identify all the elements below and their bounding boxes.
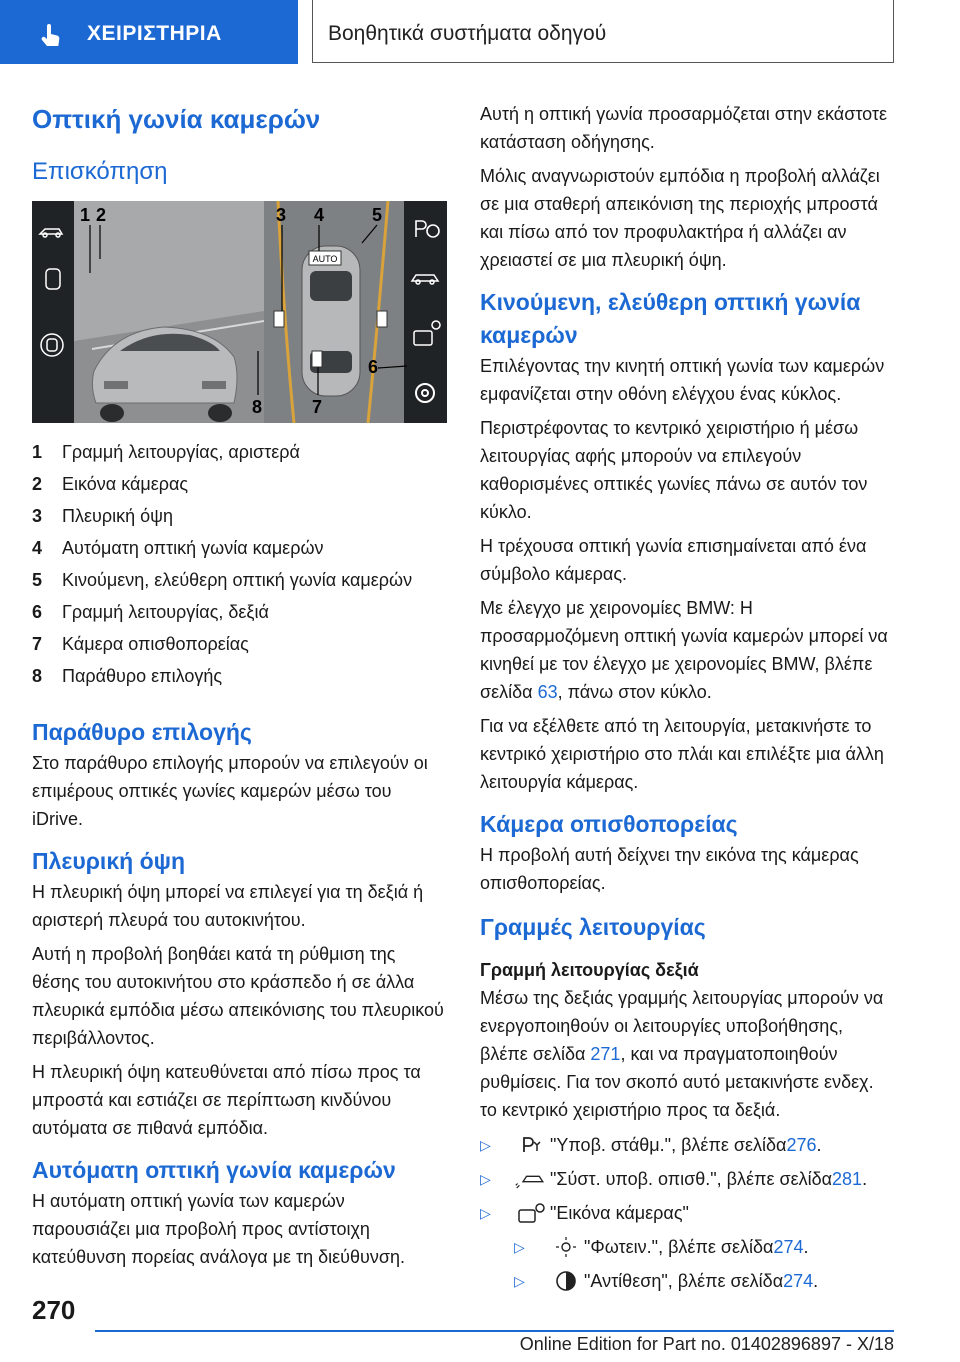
page-link-274[interactable]: 274 — [783, 1271, 814, 1291]
free-view-heading: Κινούμενη, ελεύθερη οπτική γωνία καμερών — [480, 289, 861, 348]
legend-row: 3 Πλευρική όψη — [32, 506, 173, 526]
auto-view-heading: Αυτόματη οπτική γωνία καμερών — [32, 1157, 396, 1183]
legend-row: 5 Κινούμενη, ελεύθερη οπτική γωνία καμερών — [32, 570, 413, 590]
function-bars-heading: Γραμμές λειτουργίας — [480, 914, 706, 940]
page-link-281[interactable]: 281 — [832, 1169, 863, 1189]
right-column — [480, 100, 895, 1298]
function-bullet-list — [480, 1128, 895, 1298]
callout-5: 5 — [372, 205, 383, 225]
car-top-down-view — [302, 246, 360, 396]
edition-footer: Online Edition for Part no. 01402896897 - X/18 — [519, 1334, 894, 1354]
callout-1: 1 — [80, 205, 91, 225]
camera-settings-icon — [514, 1201, 550, 1225]
callout-8: 8 — [252, 397, 263, 417]
free-view-text-2: Περιστρέφοντας το κεντρικό χειριστήριο ή μέσω λειτουργίας αφής μπορούν να επιλεγούν καθορισμένες οπτικές γωνίες πάνω σε αυτόν τον κύκλο. — [480, 418, 868, 522]
free-view-text-4: Με έλεγχο με χειρονομίες BMW: Η προσαρμοζόμενη οπτική γωνία καμερών μπορεί να κινηθεί με τον έλεγχο με χειρονομίες BMW, βλέπε σελίδα 63, πάνω στον κύκλο. — [480, 598, 888, 702]
free-view-text-1: Επιλέγοντας την κινητή οπτική γωνία των καμερών εμφανίζεται στην οθόνη ελέγχου ένας κύκλος. — [480, 356, 885, 404]
hand-pointer-icon — [40, 24, 62, 48]
brightness-icon — [548, 1235, 584, 1259]
list-item: ▷ "Φωτειν.", βλέπε σελίδα 274 . — [480, 1230, 895, 1264]
legend-row: 6 Γραμμή λειτουργίας, δεξιά — [32, 602, 269, 622]
page-link-271[interactable]: 271 — [590, 1044, 621, 1064]
left-sections — [32, 716, 447, 1271]
list-item: ▷ "Αντίθεση", βλέπε σελίδα 274 . — [480, 1264, 895, 1298]
auto-view-text: Η αυτόματη οπτική γωνία των καμερών παρουσιάζει μια προβολή προς αντίστοιχη κατεύθυνση πορείας ανάλογα με τη διεύθυνση. — [32, 1191, 405, 1267]
side-view-text-2: Αυτή η προβολή βοηθάει κατά τη ρύθμιση της θέσης του αυτοκινήτου στο κράσπεδο ή σε άλλα πλευρικά εμπόδια μέσω απεικόνισης του πλευρικού περιβάλλοντος. — [32, 944, 444, 1048]
rear-camera-heading: Κάμερα οπισθοπορείας — [480, 811, 738, 837]
rear-camera-text: Η προβολή αυτή δείχνει την εικόνα της κάμερας οπισθοπορείας. — [480, 845, 859, 893]
bullet-triangle-icon: ▷ — [514, 1273, 525, 1289]
right-function-bar-text: Μέσω της δεξιάς γραμμής λειτουργίας μπορούν να ενεργοποιηθούν οι λειτουργίες υποβοήθησης, βλέπε σελίδα 271, και να πραγματοποιηθούν ρυθμίσεις. Για τον σκοπό αυτό μετακινήστε ενδεχ. το κεντρικό χειριστήριο προς τα δεξιά. — [480, 988, 884, 1120]
callout-6: 6 — [368, 357, 379, 377]
callout-2: 2 — [96, 205, 107, 225]
chapter-title: Βοηθητικά συστήματα οδηγού — [328, 22, 607, 45]
legend-row: 4 Αυτόματη οπτική γωνία καμερών — [32, 538, 324, 558]
parking-assist-icon — [514, 1134, 550, 1156]
selection-window-text: Στο παράθυρο επιλογής μπορούν να επιλεγούν οι επιμέρους οπτικές γωνίες καμερών μέσω του iDrive. — [32, 753, 428, 829]
free-view-text-3: Η τρέχουσα οπτική γωνία επισημαίνεται από ένα σύμβολο κάμερας. — [480, 536, 867, 584]
bullet-triangle-icon: ▷ — [514, 1239, 525, 1255]
page-number: 270 — [32, 1295, 76, 1325]
figure-legend — [32, 436, 447, 692]
list-item: ▷ "Σύστ. υποβ. οπισθ.", βλέπε σελίδα 281 . — [480, 1162, 895, 1196]
selection-window-heading: Παράθυρο επιλογής — [32, 719, 252, 745]
bullet-triangle-icon: ▷ — [480, 1171, 491, 1187]
legend-row: 8 Παράθυρο επιλογής — [32, 666, 223, 686]
camera-view-figure — [32, 201, 447, 423]
rear-view-system-icon — [514, 1168, 550, 1190]
right-function-bar-subheading: Γραμμή λειτουργίας δεξιά — [480, 960, 699, 980]
list-item: ▷ "Εικόνα κάμερας" — [480, 1196, 895, 1230]
legend-row: 1 Γραμμή λειτουργίας, αριστερά — [32, 442, 300, 462]
legend-row: 2 Εικόνα κάμερας — [32, 474, 189, 494]
auto-view-text-3: Μόλις αναγνωριστούν εμπόδια η προβολή αλλάζει σε μια σταθερή απεικόνιση της περιοχής μπροστά και πίσω από τον προφυλακτήρα ή αλλάζει αν χρειαστεί σε μια πλευρική όψη. — [480, 166, 880, 270]
page-link-63[interactable]: 63 — [537, 682, 558, 702]
footer-rule — [95, 1330, 894, 1332]
section-tab[interactable] — [0, 0, 298, 64]
auto-badge: AUTO — [312, 254, 338, 264]
section-tab-label: ΧΕΙΡΙΣΤΗΡΙΑ — [87, 22, 222, 45]
page-link-276[interactable]: 276 — [786, 1135, 817, 1155]
auto-view-text-2: Αυτή η οπτική γωνία προσαρμόζεται στην εκάστοτε κατάσταση οδήγησης. — [480, 104, 888, 152]
list-item: ▷ "Υποβ. στάθμ.", βλέπε σελίδα 276 . — [480, 1128, 895, 1162]
callout-4: 4 — [314, 205, 325, 225]
callout-3: 3 — [276, 205, 287, 225]
contrast-icon — [548, 1269, 584, 1293]
left-column — [32, 96, 447, 1267]
bullet-triangle-icon: ▷ — [480, 1137, 491, 1153]
overview-heading: Επισκόπηση — [32, 158, 168, 185]
callout-7: 7 — [312, 397, 323, 417]
side-view-text-3: Η πλευρική όψη κατευθύνεται από πίσω προς τα μπροστά και εστιάζει σε περίπτωση κινδύνου αυτόματα σε πιθανά εμπόδια. — [32, 1062, 421, 1138]
chapter-title-box — [312, 0, 894, 63]
free-view-text-5: Για να εξέλθετε από τη λειτουργία, μετακινήστε το κεντρικό χειριστήριο στο πλάι και επιλέξτε μια άλλη λειτουργία κάμερας. — [480, 716, 884, 792]
bullet-triangle-icon: ▷ — [480, 1205, 491, 1221]
side-view-text-1: Η πλευρική όψη μπορεί να επιλεγεί για τη δεξιά ή αριστερή πλευρά του αυτοκινήτου. — [32, 882, 424, 930]
legend-row: 7 Κάμερα οπισθοπορείας — [32, 634, 249, 654]
side-view-heading: Πλευρική όψη — [32, 848, 186, 874]
page-link-274[interactable]: 274 — [773, 1237, 804, 1257]
page-title: Οπτική γωνία καμερών — [32, 104, 321, 134]
